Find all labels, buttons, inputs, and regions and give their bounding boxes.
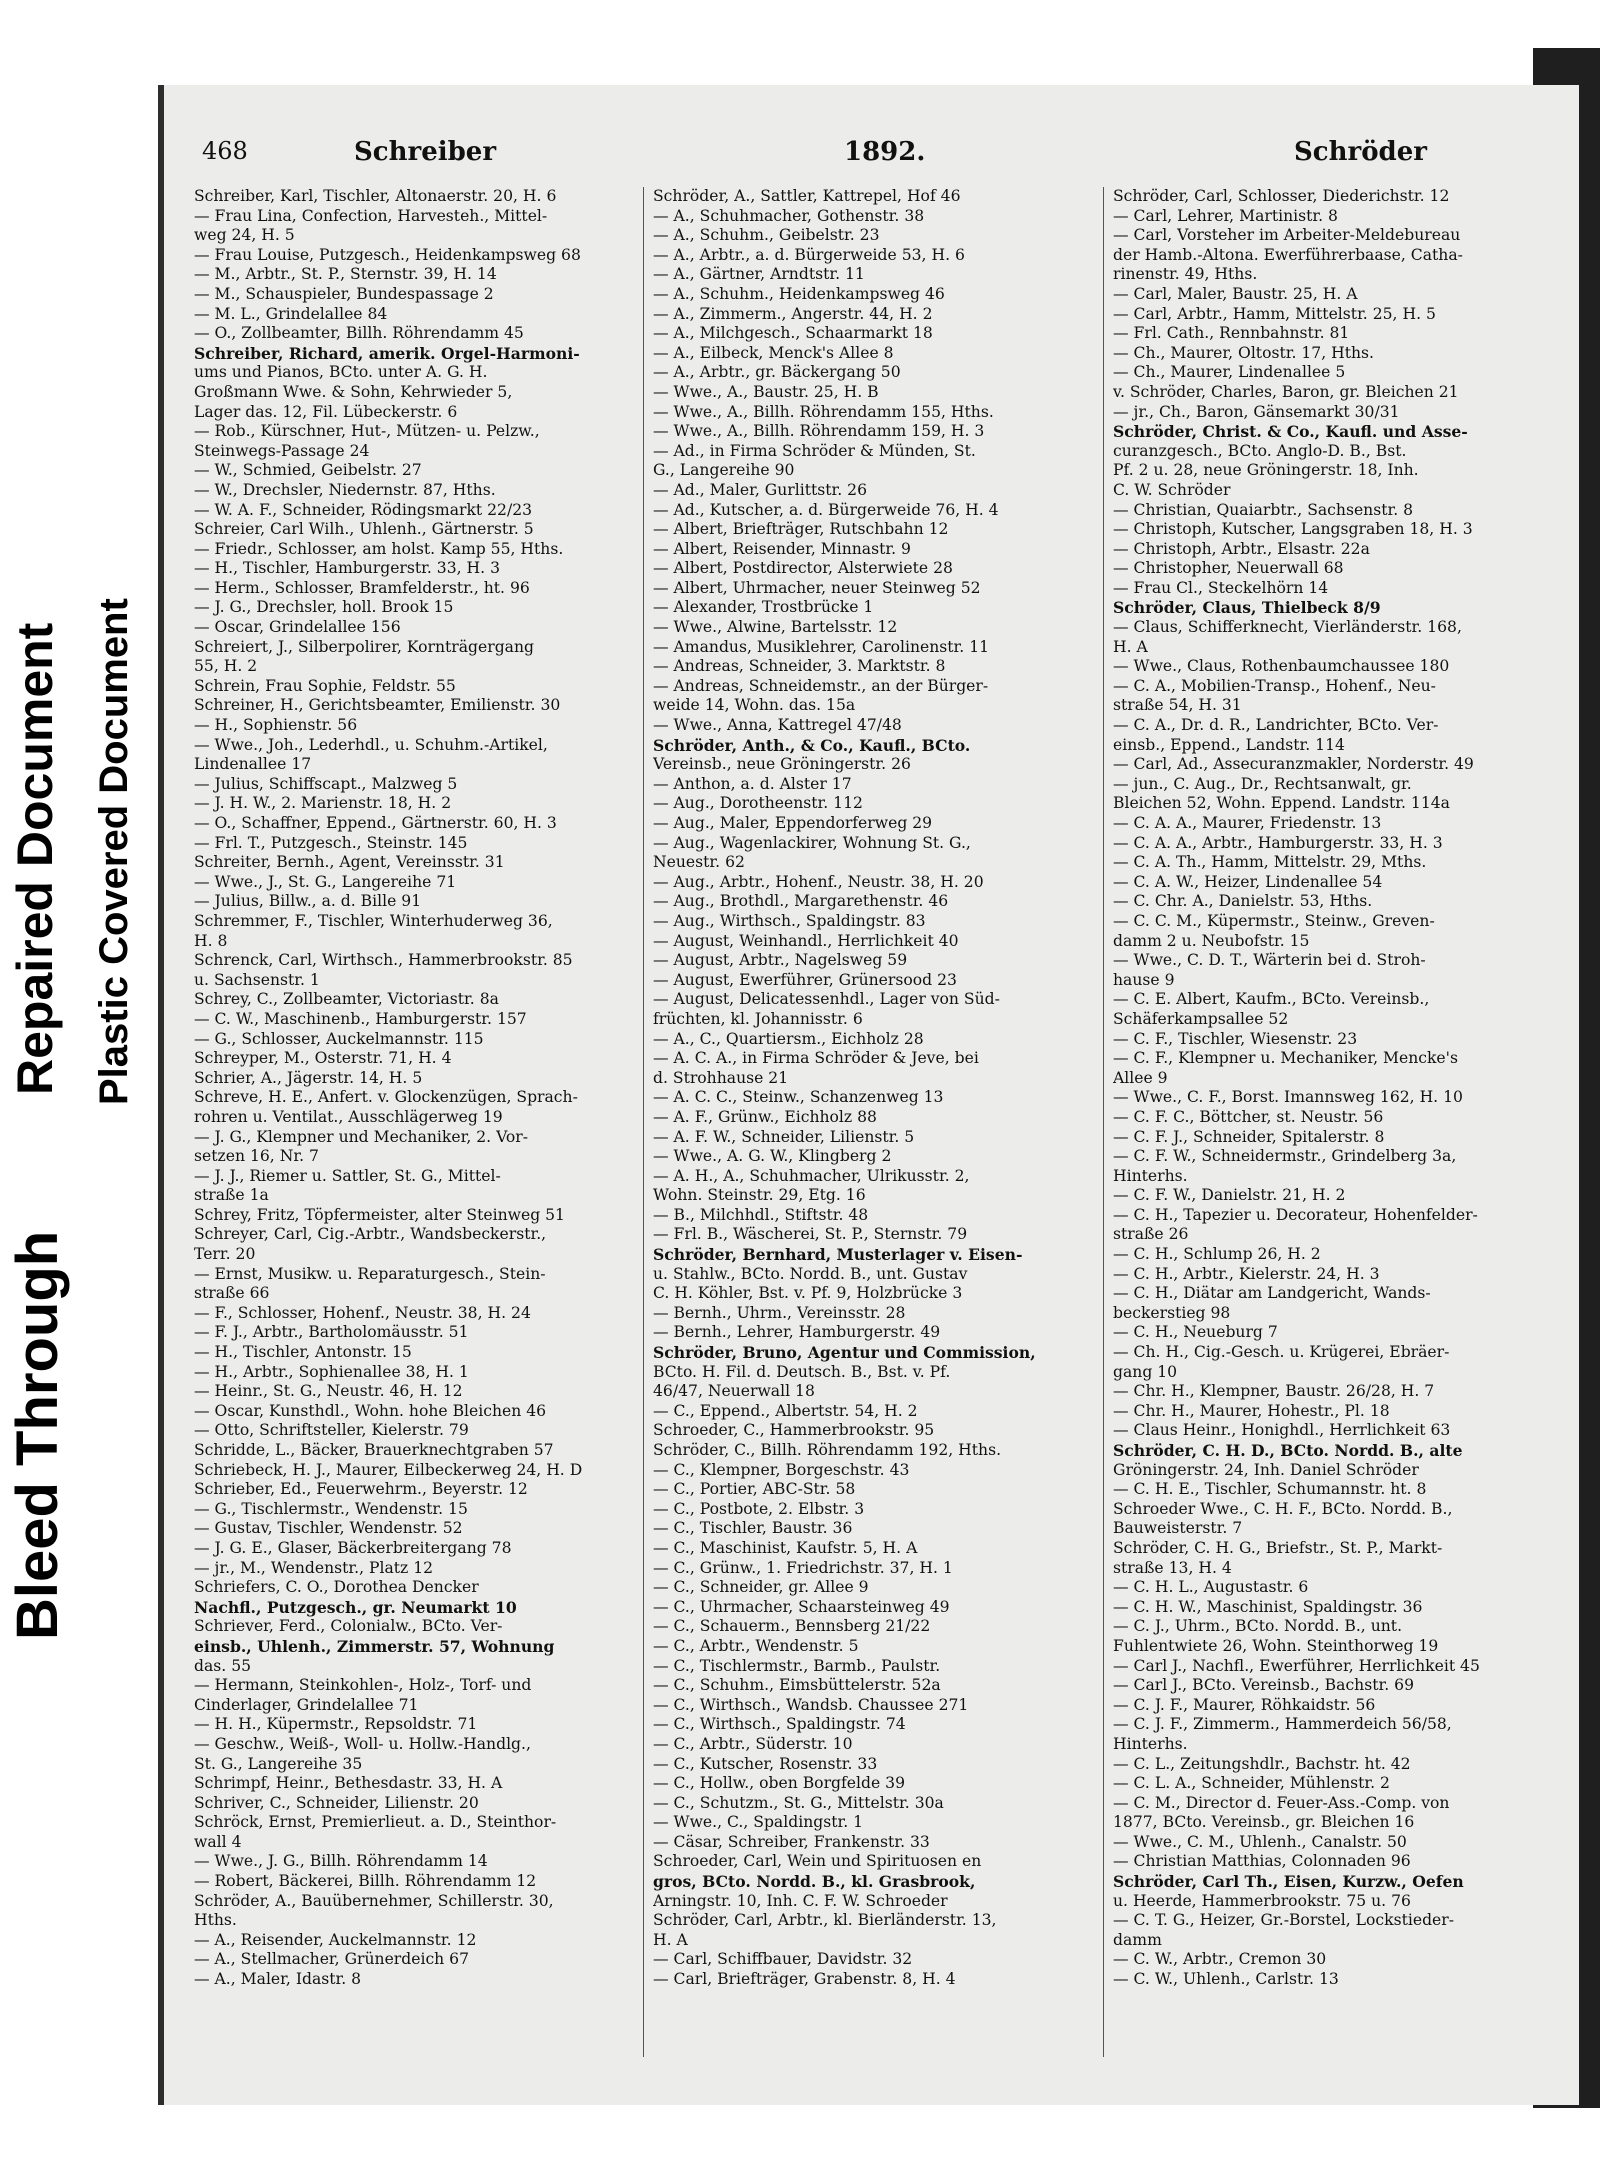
directory-entry: — Wwe., A., Baustr. 25, H. B: [653, 382, 879, 401]
directory-entry: H. A: [653, 1930, 688, 1949]
directory-entry: — Julius, Billw., a. d. Bille 91: [194, 892, 422, 911]
directory-entry: — C. W., Uhlenh., Carlstr. 13: [1113, 1970, 1339, 1989]
directory-entry: — C., Klempner, Borgeschstr. 43: [653, 1460, 910, 1479]
directory-entry: — C. J. F., Zimmerm., Hammerdeich 56/58,: [1113, 1715, 1452, 1734]
directory-entry: — C. A. A., Maurer, Friedenstr. 13: [1113, 814, 1382, 832]
directory-entry: damm 2 u. Neubofstr. 15: [1113, 931, 1310, 950]
column-3: [1113, 187, 1543, 1990]
directory-entry: — Christoph, Kutscher, Langsgraben 18, H. 3: [1113, 520, 1473, 539]
directory-entry: — A., C., Quartiersm., Eichholz 28: [653, 1029, 924, 1048]
directory-entry: — C. F. W., Schneidermstr., Grindelberg 3a,: [1113, 1147, 1457, 1166]
bleed-through-label: Bleed Through: [5, 1230, 70, 1640]
directory-entry: einsb., Uhlenh., Zimmerstr. 57, Wohnung: [194, 1636, 555, 1656]
directory-entry: — C. F., Tischler, Wiesenstr. 23: [1113, 1029, 1358, 1048]
directory-entry: Schrey, Fritz, Töpfermeister, alter Steinweg 51: [194, 1205, 565, 1224]
directory-entry: Vereinsb., neue Gröningerstr. 26: [653, 755, 911, 774]
directory-entry: — Wwe., A. G. W., Klingberg 2: [653, 1147, 892, 1166]
directory-entry: — Geschw., Weiß-, Woll- u. Hollw.-Handlg.,: [194, 1734, 531, 1753]
directory-entry: — Aug., Arbtr., Hohenf., Neustr. 38, H. 20: [653, 872, 984, 891]
directory-entry: — C., Tischler, Baustr. 36: [653, 1519, 853, 1538]
directory-entry: — C., Schauerm., Bennsberg 21/22: [653, 1617, 931, 1636]
directory-entry: — C., Schneider, gr. Allee 9: [653, 1578, 869, 1597]
directory-entry: — Albert, Reisender, Minnastr. 9: [653, 539, 911, 558]
directory-entry: Schriver, C., Schneider, Lilienstr. 20: [194, 1793, 479, 1812]
directory-entry: — F. J., Arbtr., Bartholomäusstr. 51: [194, 1323, 469, 1342]
directory-entry: — Wwe., C., Spaldingstr. 1: [653, 1813, 864, 1832]
directory-entry: — C. H., Schlump 26, H. 2: [1113, 1245, 1321, 1264]
directory-entry: Schröder, Carl, Schlosser, Diederichstr. 12: [1113, 187, 1450, 205]
directory-entry: früchten, kl. Johannisstr. 6: [653, 1009, 863, 1028]
directory-entry: Schröder, C. H. G., Briefstr., St. P., Markt-: [1113, 1538, 1443, 1557]
directory-entry: — C. E. Albert, Kaufm., BCto. Vereinsb.,: [1113, 990, 1430, 1009]
directory-entry: Schroeder, Carl, Wein und Spirituosen en: [653, 1852, 982, 1871]
directory-entry: — Carl J., BCto. Vereinsb., Bachstr. 69: [1113, 1676, 1414, 1695]
directory-entry: — C. Chr. A., Danielstr. 53, Hths.: [1113, 892, 1373, 911]
directory-entry: einsb., Eppend., Landstr. 114: [1113, 735, 1345, 754]
directory-entry: — Anthon, a. d. Alster 17: [653, 774, 852, 793]
directory-entry: — Ch. H., Cig.-Gesch. u. Krügerei, Ebräer-: [1113, 1343, 1450, 1362]
directory-entry: Schreve, H. E., Anfert. v. Glockenzügen, Sprach-: [194, 1088, 578, 1107]
directory-entry: — Wwe., A., Billh. Röhrendamm 155, Hths.: [653, 402, 994, 421]
repaired-document-label: Repaired Document: [7, 622, 63, 1095]
directory-entry: setzen 16, Nr. 7: [194, 1147, 319, 1166]
directory-entry: — C., Kutscher, Rosenstr. 33: [653, 1754, 878, 1773]
directory-entry: — C., Portier, ABC-Str. 58: [653, 1480, 856, 1499]
directory-entry: — C. W., Maschinenb., Hamburgerstr. 157: [194, 1009, 527, 1028]
directory-entry: — J. H. W., 2. Marienstr. 18, H. 2: [194, 794, 452, 813]
directory-entry: — Wwe., A., Billh. Röhrendamm 159, H. 3: [653, 422, 985, 441]
directory-entry: — F., Schlosser, Hohenf., Neustr. 38, H. 24: [194, 1303, 531, 1322]
directory-entry: — W., Drechsler, Niedernstr. 87, Hths.: [194, 480, 496, 499]
directory-entry: — O., Zollbeamter, Billh. Röhrendamm 45: [194, 324, 524, 343]
directory-entry: 55, H. 2: [194, 657, 258, 676]
directory-entry: — August, Ewerführer, Grünersood 23: [653, 970, 957, 989]
directory-entry: — C. H. W., Maschinist, Spaldingstr. 36: [1113, 1597, 1423, 1616]
page-number: 468: [202, 137, 248, 165]
directory-entry: — Ad., in Firma Schröder & Münden, St.: [653, 441, 976, 460]
directory-entry: Schroeder Wwe., C. H. F., BCto. Nordd. B.,: [1113, 1499, 1453, 1518]
directory-entry: weide 14, Wohn. das. 15a: [653, 696, 856, 715]
directory-entry: — Wwe., C. F., Borst. Imannsweg 162, H. 10: [1113, 1088, 1463, 1107]
directory-entry: — C., Tischlermstr., Barmb., Paulstr.: [653, 1656, 941, 1675]
directory-entry: gang 10: [1113, 1362, 1178, 1381]
directory-entry: — C., Wirthsch., Wandsb. Chaussee 271: [653, 1695, 969, 1714]
directory-entry: — C. H. L., Augustastr. 6: [1113, 1578, 1309, 1597]
directory-entry: Cinderlager, Grindelallee 71: [194, 1695, 419, 1714]
directory-entry: — C., Grünw., 1. Friedrichstr. 37, H. 1: [653, 1558, 953, 1577]
directory-entry: — H. H., Küpermstr., Repsoldstr. 71: [194, 1715, 478, 1734]
directory-entry: — H., Arbtr., Sophienallee 38, H. 1: [194, 1362, 469, 1381]
directory-entry: — Albert, Briefträger, Rutschbahn 12: [653, 520, 949, 539]
directory-entry: v. Schröder, Charles, Baron, gr. Bleichen 21: [1113, 382, 1459, 401]
directory-entry: — jr., M., Wendenstr., Platz 12: [194, 1558, 434, 1577]
directory-entry: Schreiner, H., Gerichtsbeamter, Emilienstr. 30: [194, 696, 561, 715]
directory-entry: Schriebeck, H. J., Maurer, Eilbeckerweg 24, H. D: [194, 1460, 583, 1479]
directory-entry: — C. H., Diätar am Landgericht, Wands-: [1113, 1284, 1431, 1303]
directory-entry: Schriefers, C. O., Dorothea Dencker: [194, 1578, 479, 1597]
directory-entry: — A., Arbtr., a. d. Bürgerweide 53, H. 6: [653, 245, 965, 264]
directory-entry: — A. C. C., Steinw., Schanzenweg 13: [653, 1088, 944, 1107]
directory-entry: — Ch., Maurer, Lindenallee 5: [1113, 363, 1346, 382]
directory-entry: — Christopher, Neuerwall 68: [1113, 559, 1344, 578]
directory-entry: — C., Arbtr., Süderstr. 10: [653, 1734, 853, 1753]
directory-entry: Schroeder, C., Hammerbrookstr. 95: [653, 1421, 935, 1440]
directory-entry: — Claus, Schifferknecht, Vierländerstr. 168,: [1113, 618, 1462, 637]
directory-entry: — A., Milchgesch., Schaarmarkt 18: [653, 324, 933, 343]
directory-entry: wall 4: [194, 1832, 242, 1851]
directory-entry: Schröder, Anth., & Co., Kaufl., BCto.: [653, 735, 971, 755]
directory-entry: — Albert, Uhrmacher, neuer Steinweg 52: [653, 578, 981, 597]
directory-entry: — Robert, Bäckerei, Billh. Röhrendamm 12: [194, 1872, 537, 1891]
directory-entry: der Hamb.-Altona. Ewerführerbaase, Catha-: [1113, 245, 1463, 264]
directory-entry: — Wwe., Anna, Kattregel 47/48: [653, 716, 902, 735]
directory-entry: Schröder, Claus, Thielbeck 8/9: [1113, 598, 1381, 618]
directory-entry: — C. A. Th., Hamm, Mittelstr. 29, Mths.: [1113, 853, 1427, 872]
directory-entry: — C. H., Tapezier u. Decorateur, Hohenfelder-: [1113, 1205, 1478, 1224]
directory-entry: — J. J., Riemer u. Sattler, St. G., Mittel-: [194, 1166, 501, 1185]
column-divider: [1103, 187, 1104, 2057]
directory-entry: — A., Maler, Idastr. 8: [194, 1970, 362, 1989]
directory-entry: — A., Schuhm., Geibelstr. 23: [653, 226, 880, 245]
directory-entry: — Christian, Quaiarbtr., Sachsenstr. 8: [1113, 500, 1414, 519]
directory-entry: — Carl, Maler, Baustr. 25, H. A: [1113, 284, 1358, 303]
directory-entry: — Wwe., Claus, Rothenbaumchaussee 180: [1113, 657, 1450, 676]
directory-entry: — A., Schuhm., Heidenkampsweg 46: [653, 284, 945, 303]
directory-entry: — Amandus, Musiklehrer, Carolinenstr. 11: [653, 637, 990, 656]
directory-entry: — C. J. F., Maurer, Röhkaidstr. 56: [1113, 1695, 1376, 1714]
directory-entry: Schremmer, F., Tischler, Winterhuderweg 36,: [194, 911, 553, 930]
directory-entry: Hths.: [194, 1911, 237, 1930]
directory-entry: — C. A., Mobilien-Transp., Hohenf., Neu-: [1113, 676, 1436, 695]
directory-entry: — C., Arbtr., Wendenstr. 5: [653, 1636, 859, 1655]
directory-entry: straße 13, H. 4: [1113, 1558, 1232, 1577]
directory-entry: — C. F., Klempner u. Mechaniker, Mencke's: [1113, 1049, 1458, 1068]
directory-entry: — Frl. Cath., Rennbahnstr. 81: [1113, 324, 1350, 343]
directory-entry: — Ch., Maurer, Oltostr. 17, Hths.: [1113, 343, 1375, 362]
directory-entry: — A., Schuhmacher, Gothenstr. 38: [653, 206, 925, 225]
scanned-page: [158, 85, 1579, 2105]
directory-entry: Lager das. 12, Fil. Lübeckerstr. 6: [194, 402, 458, 421]
directory-entry: — C. T. G., Heizer, Gr.-Borstel, Lockstieder-: [1113, 1911, 1455, 1930]
directory-entry: — A., Arbtr., gr. Bäckergang 50: [653, 363, 901, 382]
directory-entry: — Ad., Maler, Gurlittstr. 26: [653, 480, 868, 499]
directory-entry: damm: [1113, 1930, 1162, 1949]
directory-entry: rohren u. Ventilat., Ausschlägerweg 19: [194, 1107, 503, 1126]
directory-entry: — Otto, Schriftsteller, Kielerstr. 79: [194, 1421, 469, 1440]
directory-entry: u. Heerde, Hammerbrookstr. 75 u. 76: [1113, 1891, 1411, 1910]
directory-entry: Schröder, Christ. & Co., Kaufl. und Asse-: [1113, 422, 1468, 442]
directory-entry: weg 24, H. 5: [194, 226, 295, 245]
directory-entry: Hinterhs.: [1113, 1734, 1188, 1753]
directory-entry: — Wwe., J., St. G., Langereihe 71: [194, 872, 457, 891]
directory-entry: Schreiert, J., Silberpolirer, Kornträgergang: [194, 637, 535, 656]
directory-entry: Schreier, Carl Wilh., Uhlenh., Gärtnerstr. 5: [194, 520, 534, 539]
column-1: [194, 187, 624, 1990]
directory-entry: — Chr. H., Klempner, Baustr. 26/28, H. 7: [1113, 1382, 1435, 1401]
directory-entry: C. W. Schröder: [1113, 480, 1231, 499]
directory-entry: — Friedr., Schlosser, am holst. Kamp 55, Hths.: [194, 539, 564, 558]
directory-entry: — C. W., Arbtr., Cremon 30: [1113, 1950, 1327, 1969]
directory-entry: — Aug., Wagenlackirer, Wohnung St. G.,: [653, 833, 971, 852]
directory-entry: das. 55: [194, 1656, 252, 1675]
directory-entry: BCto. H. Fil. d. Deutsch. B., Bst. v. Pf.: [653, 1362, 951, 1381]
directory-entry: — O., Schaffner, Eppend., Gärtnerstr. 60, H. 3: [194, 814, 557, 832]
directory-entry: Neuestr. 62: [653, 853, 745, 872]
directory-entry: Großmann Wwe. & Sohn, Kehrwieder 5,: [194, 382, 513, 401]
directory-entry: — C. H., Neueburg 7: [1113, 1323, 1278, 1342]
directory-entry: — C., Hollw., oben Borgfelde 39: [653, 1774, 906, 1793]
directory-entry: H. A: [1113, 637, 1148, 656]
directory-entry: — A., Zimmerm., Angerstr. 44, H. 2: [653, 304, 933, 323]
directory-entry: — A. F., Grünw., Eichholz 88: [653, 1107, 877, 1126]
directory-entry: — C., Uhrmacher, Schaarsteinweg 49: [653, 1597, 950, 1616]
directory-entry: gros, BCto. Nordd. B., kl. Grasbrook,: [653, 1872, 976, 1892]
directory-entry: — Rob., Kürschner, Hut-, Mützen- u. Pelzw.,: [194, 422, 540, 441]
directory-entry: — Carl, Briefträger, Grabenstr. 8, H. 4: [653, 1970, 956, 1989]
directory-entry: — Ernst, Musikw. u. Reparaturgesch., Stein-: [194, 1264, 546, 1283]
directory-entry: Schröder, Carl, Arbtr., kl. Bierländerstr. 13,: [653, 1911, 997, 1930]
directory-entry: — C. L., Zeitungshdlr., Bachstr. ht. 42: [1113, 1754, 1411, 1773]
directory-entry: — Wwe., Alwine, Bartelsstr. 12: [653, 618, 898, 637]
directory-entry: — Hermann, Steinkohlen-, Holz-, Torf- und: [194, 1676, 532, 1695]
left-running-title: Schreiber: [354, 137, 497, 167]
directory-entry: — J. G., Drechsler, holl. Brook 15: [194, 598, 454, 617]
directory-entry: — Carl, Vorsteher im Arbeiter-Meldebureau: [1113, 226, 1461, 245]
directory-entry: Schröder, Bernhard, Musterlager v. Eisen-: [653, 1245, 1023, 1265]
directory-entry: — Gustav, Tischler, Wendenstr. 52: [194, 1519, 463, 1538]
directory-entry: Hinterhs.: [1113, 1166, 1188, 1185]
directory-entry: — Cäsar, Schreiber, Frankenstr. 33: [653, 1832, 930, 1851]
directory-entry: Schreiter, Bernh., Agent, Vereinsstr. 31: [194, 853, 505, 872]
directory-entry: — Carl, Lehrer, Martinistr. 8: [1113, 206, 1338, 225]
directory-entry: Terr. 20: [194, 1245, 256, 1264]
directory-entry: Allee 9: [1113, 1068, 1168, 1087]
directory-entry: straße 66: [194, 1284, 270, 1303]
directory-entry: — C. F. C., Böttcher, st. Neustr. 56: [1113, 1107, 1384, 1126]
directory-entry: Fuhlentwiete 26, Wohn. Steinthorweg 19: [1113, 1636, 1439, 1655]
directory-entry: Bauweisterstr. 7: [1113, 1519, 1243, 1538]
directory-entry: — J. G. E., Glaser, Bäckerbreitergang 78: [194, 1538, 512, 1557]
directory-entry: Schröder, C. H. D., BCto. Nordd. B., alte: [1113, 1441, 1463, 1460]
directory-entry: — Carl, Arbtr., Hamm, Mittelstr. 25, H. 5: [1113, 304, 1436, 323]
directory-entry: — August, Arbtr., Nagelsweg 59: [653, 951, 908, 970]
directory-entry: Schrier, A., Jägerstr. 14, H. 5: [194, 1068, 423, 1087]
directory-entry: — August, Weinhandl., Herrlichkeit 40: [653, 931, 959, 950]
directory-entry: Nachfl., Putzgesch., gr. Neumarkt 10: [194, 1597, 517, 1617]
directory-entry: — Bernh., Lehrer, Hamburgerstr. 49: [653, 1323, 941, 1342]
directory-entry: — Herm., Schlosser, Bramfelderstr., ht. 96: [194, 578, 530, 597]
year-heading: 1892.: [844, 137, 926, 167]
directory-entry: C. H. Köhler, Bst. v. Pf. 9, Holzbrücke 3: [653, 1284, 963, 1303]
directory-entry: beckerstieg 98: [1113, 1303, 1231, 1322]
directory-entry: — C. A., Dr. d. R., Landrichter, BCto. Ver-: [1113, 716, 1439, 735]
directory-entry: — Frau Louise, Putzgesch., Heidenkampsweg 68: [194, 245, 581, 264]
directory-entry: — Heinr., St. G., Neustr. 46, H. 12: [194, 1382, 463, 1401]
directory-entry: — G., Schlosser, Auckelmannstr. 115: [194, 1029, 484, 1048]
directory-entry: — jr., Ch., Baron, Gänsemarkt 30/31: [1113, 402, 1400, 421]
directory-entry: Schröder, Carl Th., Eisen, Kurzw., Oefen: [1113, 1872, 1464, 1892]
directory-entry: Schröder, Bruno, Agentur und Commission,: [653, 1343, 1036, 1363]
directory-entry: — Oscar, Kunsthdl., Wohn. hohe Bleichen 46: [194, 1401, 547, 1420]
directory-entry: — M., Arbtr., St. P., Sternstr. 39, H. 14: [194, 265, 497, 284]
column-divider: [643, 187, 644, 2057]
directory-entry: — Bernh., Uhrm., Vereinsstr. 28: [653, 1303, 906, 1322]
directory-entry: — Carl, Ad., Assecuranzmakler, Norderstr. 49: [1113, 755, 1474, 774]
directory-entry: — C. J., Uhrm., BCto. Nordd. B., unt.: [1113, 1617, 1403, 1636]
directory-entry: — C., Eppend., Albertstr. 54, H. 2: [653, 1401, 918, 1420]
directory-entry: ums und Pianos, BCto. unter A. G. H.: [194, 363, 488, 382]
directory-entry: Schreiber, Richard, amerik. Orgel-Harmoni-: [194, 343, 580, 363]
directory-entry: — Carl J., Nachfl., Ewerführer, Herrlichkeit 45: [1113, 1656, 1480, 1675]
directory-entry: — Aug., Dorotheenstr. 112: [653, 794, 863, 813]
directory-entry: — Julius, Schiffscapt., Malzweg 5: [194, 774, 458, 793]
right-running-title: Schröder: [1294, 137, 1427, 167]
directory-entry: — Christoph, Arbtr., Elsastr. 22a: [1113, 539, 1370, 558]
directory-entry: u. Stahlw., BCto. Nordd. B., unt. Gustav: [653, 1264, 968, 1283]
directory-entry: — C. C. M., Küpermstr., Steinw., Greven-: [1113, 911, 1435, 930]
directory-entry: — H., Sophienstr. 56: [194, 716, 358, 735]
directory-entry: Bleichen 52, Wohn. Eppend. Landstr. 114a: [1113, 794, 1450, 813]
directory-entry: Schreiber, Karl, Tischler, Altonaerstr. 20, H. 6: [194, 187, 557, 205]
directory-entry: straße 26: [1113, 1225, 1189, 1244]
directory-entry: Schrey, C., Zollbeamter, Victoriastr. 8a: [194, 990, 499, 1009]
directory-entry: Steinwegs-Passage 24: [194, 441, 370, 460]
directory-entry: — Wwe., C. M., Uhlenh., Canalstr. 50: [1113, 1832, 1407, 1851]
directory-entry: — C. L. A., Schneider, Mühlenstr. 2: [1113, 1774, 1390, 1793]
directory-entry: — A., Stellmacher, Grünerdeich 67: [194, 1950, 470, 1969]
directory-entry: — Alexander, Trostbrücke 1: [653, 598, 874, 617]
directory-entry: straße 1a: [194, 1186, 269, 1205]
directory-entry: — Wwe., J. G., Billh. Röhrendamm 14: [194, 1852, 488, 1871]
directory-entry: — C. F. W., Danielstr. 21, H. 2: [1113, 1186, 1346, 1205]
directory-entry: Schröder, A., Sattler, Kattrepel, Hof 46: [653, 187, 961, 205]
directory-entry: G., Langereihe 90: [653, 461, 795, 480]
directory-entry: — Frau Lina, Confection, Harvesteh., Mittel-: [194, 206, 548, 225]
directory-entry: Pf. 2 u. 28, neue Gröningerstr. 18, Inh.: [1113, 461, 1419, 480]
directory-entry: Schäferkampsallee 52: [1113, 1009, 1289, 1028]
directory-entry: — Christian Matthias, Colonnaden 96: [1113, 1852, 1411, 1871]
directory-entry: — Aug., Brothdl., Margarethenstr. 46: [653, 892, 949, 911]
directory-entry: — M., Schauspieler, Bundespassage 2: [194, 284, 494, 303]
directory-entry: — H., Tischler, Antonstr. 15: [194, 1343, 412, 1362]
directory-entry: curanzgesch., BCto. Anglo-D. B., Bst.: [1113, 441, 1407, 460]
directory-entry: — Frau Cl., Steckelhörn 14: [1113, 578, 1329, 597]
directory-entry: Schrenck, Carl, Wirthsch., Hammerbrookstr. 85: [194, 951, 573, 970]
directory-entry: — Aug., Wirthsch., Spaldingstr. 83: [653, 911, 926, 930]
directory-entry: — Oscar, Grindelallee 156: [194, 618, 401, 637]
directory-entry: H. 8: [194, 931, 228, 950]
directory-entry: — A. C. A., in Firma Schröder & Jeve, bei: [653, 1049, 979, 1068]
directory-entry: — A. H., A., Schuhmacher, Ulrikusstr. 2,: [653, 1166, 970, 1185]
directory-entry: — Carl, Schiffbauer, Davidstr. 32: [653, 1950, 913, 1969]
directory-columns: [188, 187, 1558, 2067]
directory-entry: 1877, BCto. Vereinsb., gr. Bleichen 16: [1113, 1813, 1415, 1832]
directory-entry: — C. M., Director d. Feuer-Ass.-Comp. von: [1113, 1793, 1450, 1812]
directory-entry: Schröder, C., Billh. Röhrendamm 192, Hths.: [653, 1441, 1002, 1459]
directory-entry: — G., Tischlermstr., Wendenstr. 15: [194, 1499, 468, 1518]
directory-entry: rinenstr. 49, Hths.: [1113, 265, 1258, 284]
directory-entry: u. Sachsenstr. 1: [194, 970, 320, 989]
directory-entry: — C., Schutzm., St. G., Mittelstr. 30a: [653, 1793, 944, 1812]
directory-entry: — Albert, Postdirector, Alsterwiete 28: [653, 559, 953, 578]
directory-entry: — C., Wirthsch., Spaldingstr. 74: [653, 1715, 906, 1734]
directory-entry: — August, Delicatessenhdl., Lager von Süd-: [653, 990, 1000, 1009]
directory-entry: — H., Tischler, Hamburgerstr. 33, H. 3: [194, 559, 500, 578]
directory-entry: — B., Milchhdl., Stiftstr. 48: [653, 1205, 869, 1224]
directory-entry: Schröck, Ernst, Premierlieut. a. D., Steinthor-: [194, 1813, 557, 1832]
directory-entry: — C. A. W., Heizer, Lindenallee 54: [1113, 872, 1383, 891]
directory-entry: Schrein, Frau Sophie, Feldstr. 55: [194, 676, 456, 695]
directory-entry: — C. A. A., Arbtr., Hamburgerstr. 33, H. 3: [1113, 833, 1443, 852]
directory-entry: hause 9: [1113, 970, 1175, 989]
directory-entry: Schröder, A., Bauübernehmer, Schillerstr. 30,: [194, 1891, 554, 1910]
directory-entry: — Wwe., Joh., Lederhdl., u. Schuhm.-Artikel,: [194, 735, 548, 754]
directory-entry: Schrieber, Ed., Feuerwehrm., Beyerstr. 12: [194, 1480, 528, 1499]
directory-entry: Schriever, Ferd., Colonialw., BCto. Ver-: [194, 1617, 503, 1636]
directory-entry: — Aug., Maler, Eppendorferweg 29: [653, 814, 933, 832]
directory-entry: — C. H. E., Tischler, Schumannstr. ht. 8: [1113, 1480, 1427, 1499]
directory-entry: — Frl. T., Putzgesch., Steinstr. 145: [194, 833, 468, 852]
directory-entry: Schreyper, M., Osterstr. 71, H. 4: [194, 1049, 452, 1068]
directory-entry: — A., Gärtner, Arndtstr. 11: [653, 265, 865, 284]
directory-entry: d. Strohhause 21: [653, 1068, 789, 1087]
directory-entry: — M. L., Grindelallee 84: [194, 304, 388, 323]
directory-entry: Schreyer, Carl, Cig.-Arbtr., Wandsbeckerstr.,: [194, 1225, 547, 1244]
directory-entry: straße 54, H. 31: [1113, 696, 1242, 715]
directory-entry: Wohn. Steinstr. 29, Etg. 16: [653, 1186, 866, 1205]
directory-entry: Schridde, L., Bäcker, Brauerknechtgraben 57: [194, 1441, 554, 1459]
directory-entry: — A. F. W., Schneider, Lilienstr. 5: [653, 1127, 915, 1146]
directory-entry: — A., Eilbeck, Menck's Allee 8: [653, 343, 894, 362]
directory-entry: — W. A. F., Schneider, Rödingsmarkt 22/23: [194, 500, 533, 519]
directory-entry: — Andreas, Schneider, 3. Marktstr. 8: [653, 657, 946, 676]
directory-entry: — Andreas, Schneidemstr., an der Bürger-: [653, 676, 989, 695]
directory-entry: St. G., Langereihe 35: [194, 1754, 363, 1773]
directory-entry: — C. F. J., Schneider, Spitalerstr. 8: [1113, 1127, 1385, 1146]
directory-entry: Lindenallee 17: [194, 755, 312, 774]
directory-entry: — Frl. B., Wäscherei, St. P., Sternstr. 79: [653, 1225, 968, 1244]
directory-entry: — Ad., Kutscher, a. d. Bürgerweide 76, H. 4: [653, 500, 999, 519]
directory-entry: Gröningerstr. 24, Inh. Daniel Schröder: [1113, 1460, 1419, 1479]
directory-entry: Schrimpf, Heinr., Bethesdastr. 33, H. A: [194, 1774, 503, 1793]
plastic-covered-label: Plastic Covered Document: [92, 598, 136, 1105]
directory-entry: 46/47, Neuerwall 18: [653, 1382, 815, 1401]
directory-entry: — W., Schmied, Geibelstr. 27: [194, 461, 422, 480]
directory-entry: — A., Reisender, Auckelmannstr. 12: [194, 1930, 477, 1949]
directory-entry: — C., Postbote, 2. Elbstr. 3: [653, 1499, 865, 1518]
page-header: [194, 137, 1554, 177]
directory-entry: — C., Schuhm., Eimsbüttelerstr. 52a: [653, 1676, 941, 1695]
directory-entry: — Chr. H., Maurer, Hohestr., Pl. 18: [1113, 1401, 1390, 1420]
directory-entry: — jun., C. Aug., Dr., Rechtsanwalt, gr.: [1113, 774, 1412, 793]
directory-entry: — Wwe., C. D. T., Wärterin bei d. Stroh-: [1113, 951, 1426, 970]
directory-entry: — C. H., Arbtr., Kielerstr. 24, H. 3: [1113, 1264, 1380, 1283]
directory-entry: — C., Maschinist, Kaufstr. 5, H. A: [653, 1538, 918, 1557]
directory-entry: — J. G., Klempner und Mechaniker, 2. Vor-: [194, 1127, 529, 1146]
directory-entry: — Claus Heinr., Honighdl., Herrlichkeit 63: [1113, 1421, 1451, 1440]
column-2: [653, 187, 1083, 1990]
directory-entry: Arningstr. 10, Inh. C. F. W. Schroeder: [653, 1891, 948, 1910]
